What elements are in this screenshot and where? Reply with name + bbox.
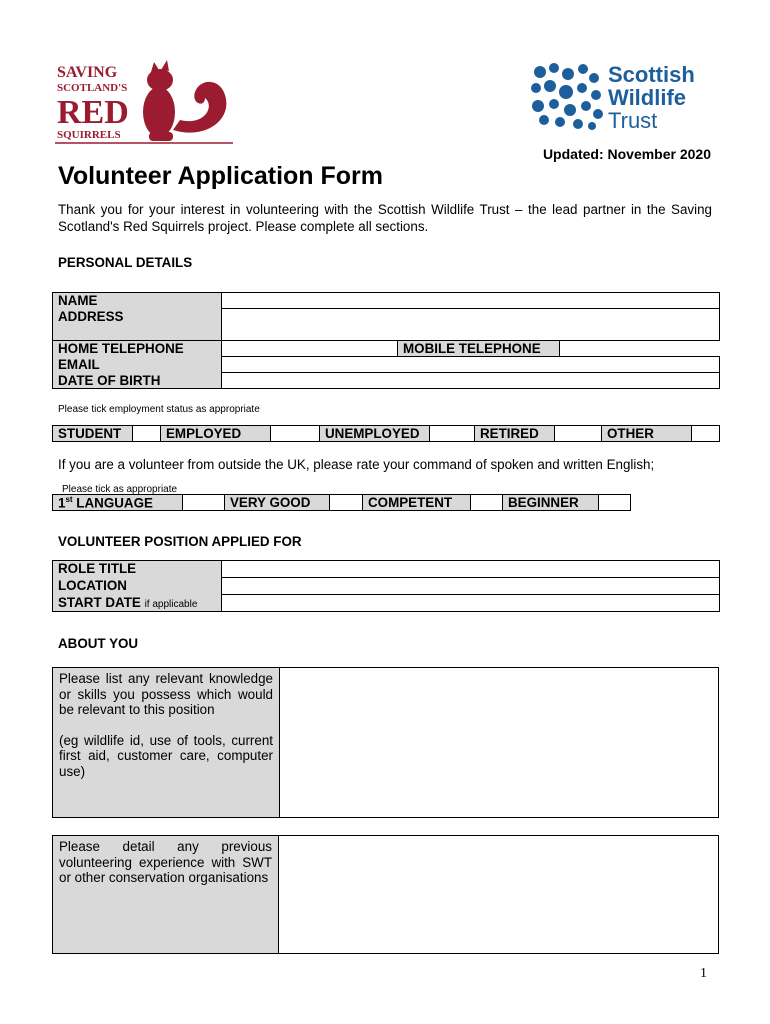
email-field[interactable] [222,357,720,373]
experience-table [52,835,719,954]
employment-employed-label: EMPLOYED [161,426,271,442]
name-field[interactable] [222,293,720,309]
start-date-field[interactable] [222,595,720,612]
language-question: If you are a volunteer from outside the UK, please rate your command of spoken and written English; [58,457,655,472]
skills-answer-field[interactable] [280,668,719,818]
experience-question: Please detail any previous volunteering experience with SWT or other conservation organisations [53,836,279,954]
skills-question [53,668,280,818]
home-telephone-label: HOME TELEPHONE [53,341,222,357]
location-field[interactable] [222,578,720,595]
home-telephone-field[interactable] [222,341,398,357]
employment-retired-checkbox[interactable] [555,426,602,442]
logo-text-wildlife: Wildlife [608,85,687,110]
first-language-checkbox[interactable] [183,495,225,511]
page-number: 1 [700,966,707,981]
employment-student-checkbox[interactable] [133,426,161,442]
employment-unemployed-label: UNEMPLOYED [320,426,430,442]
address-field[interactable] [222,309,720,341]
address-label: ADDRESS [53,309,222,341]
location-label: LOCATION [53,578,222,595]
language-table [52,494,631,511]
employment-note: Please tick employment status as appropriate [58,404,260,415]
language-note: Please tick as appropriate [62,484,178,495]
logo-text-squirrels: SQUIRRELS [57,129,121,141]
wildlife-animals-icon [531,63,603,130]
personal-details-heading: PERSONAL DETAILS [58,255,193,270]
employment-retired-label: RETIRED [475,426,555,442]
page-title: Volunteer Application Form [58,162,384,190]
language-competent-label: COMPETENT [363,495,471,511]
language-competent-checkbox[interactable] [471,495,503,511]
employment-other-checkbox[interactable] [692,426,720,442]
employment-student-label: STUDENT [53,426,133,442]
employment-unemployed-checkbox[interactable] [430,426,475,442]
about-you-heading: ABOUT YOU [58,636,139,651]
logo-text-scottish: Scottish [608,62,695,87]
logo-text-scotlands: SCOTLAND'S [57,82,128,94]
employment-other-label: OTHER [602,426,692,442]
language-beginner-label: BEGINNER [503,495,599,511]
skills-table [52,667,719,818]
logo-text-red: RED [57,94,129,131]
language-beginner-checkbox[interactable] [599,495,631,511]
skills-question-text: Please list any relevant knowledge or skills you possess which would be relevant to this position [59,671,273,717]
date-of-birth-field[interactable] [222,373,720,389]
red-squirrels-logo [55,60,235,145]
experience-answer-field[interactable] [279,836,719,954]
employment-status-table [52,425,720,442]
first-language-label: 1st LANGUAGE [53,495,183,511]
date-of-birth-label: DATE OF BIRTH [53,373,222,389]
role-title-label: ROLE TITLE [53,561,222,578]
mobile-telephone-label: MOBILE TELEPHONE [398,341,560,357]
language-very-good-checkbox[interactable] [330,495,363,511]
intro-text: Thank you for your interest in volunteering with the Scottish Wildlife Trust – the lead partner in the Saving Scotland's Red Squirrels project. Please complete all sections. [58,202,712,234]
scottish-wildlife-trust-logo [528,60,718,132]
position-heading: VOLUNTEER POSITION APPLIED FOR [58,534,302,549]
personal-details-table [52,292,720,389]
mobile-telephone-field[interactable] [560,341,720,357]
squirrel-icon [143,60,226,141]
position-table [52,560,720,612]
updated-date: Updated: November 2020 [542,146,711,162]
skills-question-examples: (eg wildlife id, use of tools, current first aid, customer care, computer use) [59,732,273,779]
role-title-field[interactable] [222,561,720,578]
start-date-label: START DATE if applicable [53,595,222,612]
logo-text-saving: SAVING [57,64,118,81]
language-very-good-label: VERY GOOD [225,495,330,511]
name-label: NAME [53,293,222,309]
email-label: EMAIL [53,357,222,373]
employment-employed-checkbox[interactable] [271,426,320,442]
logo-text-trust: Trust [608,108,658,132]
